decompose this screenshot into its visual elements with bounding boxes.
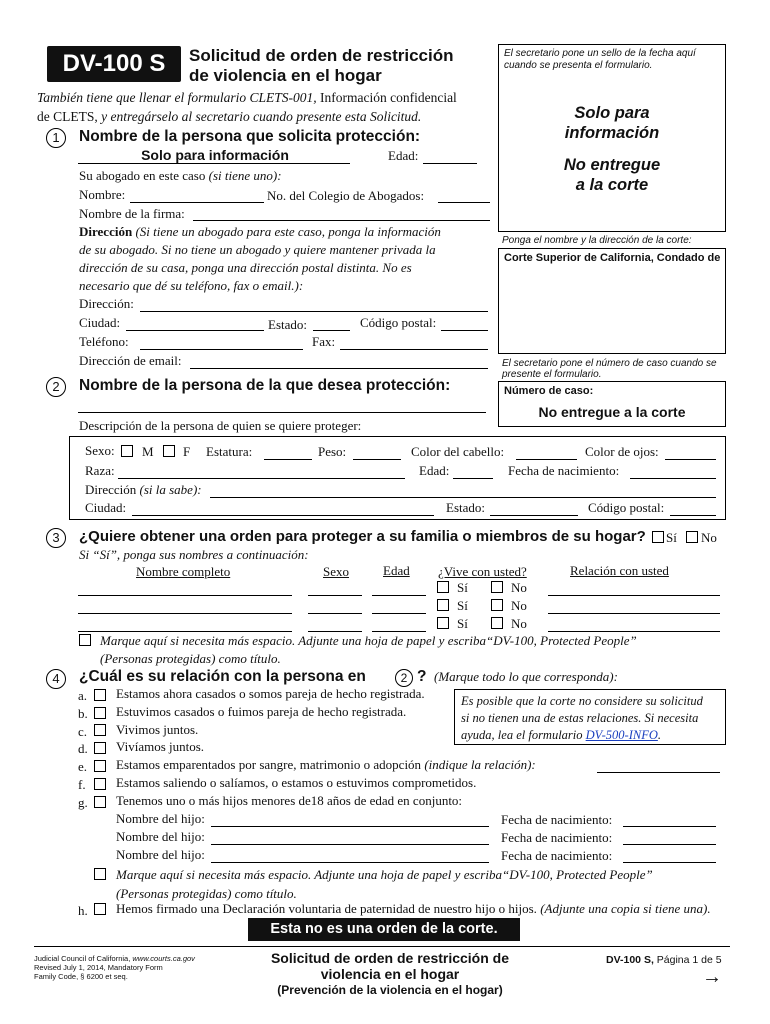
restrained-address-field[interactable] bbox=[210, 497, 716, 498]
applicant-age-field[interactable] bbox=[423, 163, 477, 164]
eye-label: Color de ojos: bbox=[585, 444, 659, 459]
child-dob-field[interactable] bbox=[623, 826, 716, 827]
section-1-number: 1 bbox=[46, 128, 66, 148]
col-lives-with: ¿Vive con usted? bbox=[438, 564, 527, 579]
email-field[interactable] bbox=[190, 368, 488, 369]
child-dob-label: Fecha de nacimiento: bbox=[501, 848, 613, 863]
pp-age-field[interactable] bbox=[372, 613, 426, 614]
case-number-value: No entregue a la corte bbox=[538, 404, 686, 420]
restrained-age-label: Edad: bbox=[419, 463, 450, 478]
option-b-checkbox[interactable] bbox=[94, 707, 106, 719]
fax-field[interactable] bbox=[340, 349, 488, 350]
restrained-address-label: Dirección (si la sabe): bbox=[85, 482, 202, 497]
child-name-label: Nombre del hijo: bbox=[116, 847, 205, 862]
section-4-more-space-checkbox[interactable] bbox=[94, 868, 106, 880]
sex-m-label: M bbox=[142, 444, 154, 459]
lawyer-intro: Su abogado en este caso (si tiene uno): bbox=[79, 168, 282, 183]
relationship-note: Es posible que la corte no considere su solicitud si no tienen una de estas relaciones. Si necesita ayuda, lea el formulario DV-500-INFO. bbox=[461, 694, 703, 742]
section-4-number: 4 bbox=[46, 669, 66, 689]
section-3-more-space-text: Marque aquí si necesita más espacio. Adjunte una hoja de papel y escriba“DV-100, Protected People” (Personas protegidas) como título. bbox=[100, 633, 637, 666]
section-2-number: 2 bbox=[46, 377, 66, 397]
sex-label: Sexo: bbox=[85, 443, 115, 458]
sex-f-checkbox[interactable] bbox=[163, 445, 175, 457]
description-label: Descripción de la persona de quien se quiere proteger: bbox=[79, 418, 362, 433]
section-3-title: ¿Quiere obtener una orden para proteger a su familia o miembros de su hogar? bbox=[79, 528, 646, 545]
weight-label: Peso: bbox=[318, 444, 347, 459]
eye-field[interactable] bbox=[665, 459, 716, 460]
pp-lives-yes-checkbox[interactable] bbox=[437, 581, 449, 593]
pp-lives-yes-label: Sí bbox=[457, 580, 468, 595]
title-line2: de violencia en el hogar bbox=[189, 66, 382, 85]
phone-label: Teléfono: bbox=[79, 334, 129, 349]
pp-name-field[interactable] bbox=[78, 595, 292, 596]
col-relationship: Relación con usted bbox=[570, 563, 669, 578]
hair-label: Color del cabello: bbox=[411, 444, 505, 459]
footer-rule bbox=[34, 946, 730, 947]
child-name-label: Nombre del hijo: bbox=[116, 811, 205, 826]
restrained-age-field[interactable] bbox=[453, 478, 493, 479]
pp-lives-yes-label: Sí bbox=[457, 616, 468, 631]
next-page-arrow-icon: → bbox=[702, 966, 722, 988]
child-name-label: Nombre del hijo: bbox=[116, 829, 205, 844]
section-3-no-checkbox[interactable] bbox=[686, 531, 698, 543]
section-4-title: ¿Cuál es su relación con la persona en bbox=[79, 668, 366, 685]
col-sex: Sexo bbox=[323, 564, 349, 579]
sex-f-label: F bbox=[183, 444, 191, 459]
height-label: Estatura: bbox=[206, 444, 253, 459]
restrained-city-field[interactable] bbox=[132, 515, 434, 516]
section-3-more-space-checkbox[interactable] bbox=[79, 634, 91, 646]
col-full-name: Nombre completo bbox=[136, 564, 231, 579]
zip-field[interactable] bbox=[441, 330, 488, 331]
section-1-title: Nombre de la persona que solicita protección: bbox=[79, 128, 421, 145]
pp-sex-field[interactable] bbox=[308, 595, 362, 596]
court-note: Ponga el nombre y la dirección de la corte: bbox=[502, 235, 692, 246]
intro-text: También tiene que llenar el formulario CLETS-001, Información confidencial de CLETS, y entregárselo al secretario cuando presente esta Solicitud. bbox=[37, 90, 457, 124]
city-label: Ciudad: bbox=[79, 315, 121, 330]
child-dob-label: Fecha de nacimiento: bbox=[501, 830, 613, 845]
section-3-note: Si “Sí”, ponga sus nombres a continuación: bbox=[79, 547, 309, 562]
section-4-ref-2: 2 bbox=[395, 669, 413, 687]
title-line1: Solicitud de orden de restricción bbox=[189, 46, 454, 65]
option-d-checkbox[interactable] bbox=[94, 742, 106, 754]
footer-center: Solicitud de orden de restricción de violencia en el hogar (Prevención de la violencia en el hogar) bbox=[270, 950, 510, 997]
option-g-checkbox[interactable] bbox=[94, 796, 106, 808]
address-label: Dirección: bbox=[79, 296, 134, 311]
applicant-name-field[interactable] bbox=[78, 163, 350, 164]
pp-lives-no-label: No bbox=[511, 616, 527, 631]
state-field[interactable] bbox=[313, 330, 350, 331]
pp-lives-yes-label: Sí bbox=[457, 598, 468, 613]
pp-lives-no-checkbox[interactable] bbox=[491, 599, 503, 611]
child-name-field[interactable] bbox=[211, 862, 489, 863]
do-not-submit-notice: No entregue a la corte bbox=[563, 156, 661, 194]
pp-lives-no-checkbox[interactable] bbox=[491, 581, 503, 593]
col-age: Edad bbox=[383, 563, 410, 578]
city-field[interactable] bbox=[126, 330, 264, 331]
section-3-yes-checkbox[interactable] bbox=[652, 531, 664, 543]
dob-label: Fecha de nacimiento: bbox=[508, 463, 620, 478]
lawyer-name-label: Nombre: bbox=[79, 187, 126, 202]
court-name: Corte Superior de California, Condado de bbox=[504, 252, 721, 264]
child-name-field[interactable] bbox=[211, 826, 489, 827]
option-e-relationship-field[interactable] bbox=[597, 772, 720, 773]
address-instructions: Dirección (Si tiene un abogado para este caso, ponga la información de su abogado. Si no tiene un abogado y quiere mantener privada la dirección de su casa, ponga una dirección postal distinta. No es necesario que dé su teléfono, fax o email.): bbox=[79, 224, 441, 293]
hair-field[interactable] bbox=[516, 459, 577, 460]
restrained-zip-label: Código postal: bbox=[588, 500, 665, 515]
address-field[interactable] bbox=[140, 311, 488, 312]
pp-name-field[interactable] bbox=[78, 613, 292, 614]
pp-lives-yes-checkbox[interactable] bbox=[437, 599, 449, 611]
option-a-checkbox[interactable] bbox=[94, 689, 106, 701]
footer-page-number: DV-100 S, Página 1 de 5 bbox=[606, 954, 722, 966]
not-a-court-order-banner: Esta no es una orden de la corte. bbox=[248, 918, 520, 941]
pp-relationship-field[interactable] bbox=[548, 613, 720, 614]
form-code: DV-100 S bbox=[62, 50, 166, 77]
option-h-checkbox[interactable] bbox=[94, 903, 106, 915]
zip-label: Código postal: bbox=[360, 315, 437, 330]
section-3-no-label: No bbox=[701, 530, 717, 545]
section-4-hint: (Marque todo lo que corresponda): bbox=[434, 669, 618, 684]
section-4-more-space-text: Marque aquí si necesita más espacio. Adjunte una hoja de papel y escriba“DV-100, Protected People” (Personas protegidas) como título. bbox=[116, 867, 653, 901]
race-label: Raza: bbox=[85, 463, 115, 478]
case-note: El secretario pone el número de caso cuando se presente el formulario. bbox=[502, 358, 717, 380]
dv-500-info-link[interactable]: DV-500-INFO bbox=[585, 728, 658, 742]
state-label: Estado: bbox=[268, 317, 307, 332]
pp-sex-field[interactable] bbox=[308, 613, 362, 614]
restrained-zip-field[interactable] bbox=[670, 515, 716, 516]
section-2-title: Nombre de la persona de la que desea protección: bbox=[79, 377, 451, 394]
court-name-box bbox=[498, 248, 726, 354]
lawyer-name-field[interactable] bbox=[130, 202, 264, 203]
clerk-stamp-box: El secretario pone un sello de la fecha aquí cuando se presenta el formulario. Solo para información No entregue a la corte bbox=[498, 44, 726, 232]
option-f-checkbox[interactable] bbox=[94, 778, 106, 790]
height-field[interactable] bbox=[264, 459, 312, 460]
section-4-qmark: ? bbox=[417, 668, 427, 685]
section-3-number: 3 bbox=[46, 528, 66, 548]
sex-m-checkbox[interactable] bbox=[121, 445, 133, 457]
option-c-checkbox[interactable] bbox=[94, 724, 106, 736]
applicant-name-value: Solo para información bbox=[141, 147, 289, 163]
page-title bbox=[189, 46, 454, 86]
restrained-city-label: Ciudad: bbox=[85, 500, 127, 515]
bar-number-field[interactable] bbox=[438, 202, 490, 203]
firm-name-label: Nombre de la firma: bbox=[79, 206, 185, 221]
pp-lives-yes-checkbox[interactable] bbox=[437, 617, 449, 629]
weight-field[interactable] bbox=[353, 459, 401, 460]
child-name-field[interactable] bbox=[211, 844, 489, 845]
info-only-notice: Solo para información bbox=[564, 104, 660, 142]
dob-field[interactable] bbox=[630, 478, 716, 479]
pp-relationship-field[interactable] bbox=[548, 595, 720, 596]
section-3-yes-label: Sí bbox=[666, 530, 677, 545]
pp-lives-no-label: No bbox=[511, 598, 527, 613]
child-dob-label: Fecha de nacimiento: bbox=[501, 812, 613, 827]
form-code-badge bbox=[47, 46, 181, 82]
case-number-label: Número de caso: bbox=[504, 385, 594, 397]
email-label: Dirección de email: bbox=[79, 353, 182, 368]
child-dob-field[interactable] bbox=[623, 844, 716, 845]
pp-age-field[interactable] bbox=[372, 595, 426, 596]
restrained-state-field[interactable] bbox=[490, 515, 578, 516]
bar-number-label: No. del Colegio de Abogados: bbox=[267, 188, 425, 203]
child-dob-field[interactable] bbox=[623, 862, 716, 863]
pp-lives-no-checkbox[interactable] bbox=[491, 617, 503, 629]
pp-lives-no-label: No bbox=[511, 580, 527, 595]
restrained-state-label: Estado: bbox=[446, 500, 485, 515]
phone-field[interactable] bbox=[140, 349, 303, 350]
race-field[interactable] bbox=[118, 478, 405, 479]
restrained-name-field[interactable] bbox=[78, 412, 486, 413]
firm-name-field[interactable] bbox=[193, 220, 490, 221]
fax-label: Fax: bbox=[312, 334, 336, 349]
case-number-box bbox=[498, 381, 726, 427]
option-e-checkbox[interactable] bbox=[94, 760, 106, 772]
footer-left: Judicial Council of California, www.courts.ca.gov Revised July 1, 2014, Mandatory Form Family Code, § 6200 et seq. bbox=[34, 954, 195, 981]
applicant-age-label: Edad: bbox=[388, 148, 419, 163]
